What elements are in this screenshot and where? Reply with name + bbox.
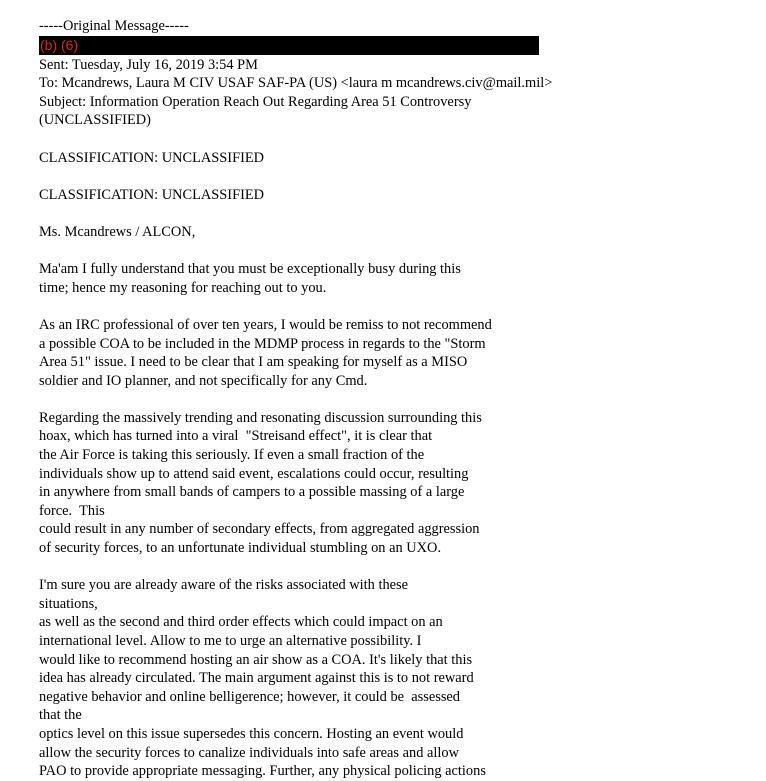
greeting: Ms. Mcandrews / ALCON, <box>39 223 196 240</box>
body-line: negative behavior and online belligerence; however, it could be assessed <box>39 688 460 705</box>
spacer <box>39 242 739 261</box>
body-line: soldier and IO planner, and not specifically for any Cmd. <box>39 372 368 389</box>
body-line: time; hence my reasoning for reaching out to you. <box>39 279 327 296</box>
body-line: situations, <box>39 595 98 612</box>
redacted-sender-bar <box>39 36 539 55</box>
body-line: in anywhere from small bands of campers to a possible massing of a large <box>39 484 465 501</box>
body-paragraph <box>39 260 739 297</box>
body-line: individuals show up to attend said event, escalations could occur, resulting <box>39 465 469 482</box>
body-line: that the <box>39 707 82 724</box>
body-line: As an IRC professional of over ten years, I would be remiss to not recommend <box>39 316 492 333</box>
body-line: of security forces, to an unfortunate individual stumbling on an UXO. <box>39 540 442 557</box>
body-paragraph <box>39 576 739 781</box>
body-line: Regarding the massively trending and resonating discussion surrounding this <box>39 409 482 426</box>
spacer <box>39 130 739 149</box>
classification-banner: CLASSIFICATION: UNCLASSIFIED <box>39 186 265 203</box>
body-line: Area 51" issue. I need to be clear that I am speaking for myself as a MISO <box>39 354 468 371</box>
body-line: hoax, which has turned into a viral "Streisand effect", it is clear that <box>39 428 433 445</box>
sent-line: Sent: Tuesday, July 16, 2019 3:54 PM <box>39 56 258 73</box>
spacer <box>39 390 739 409</box>
body-line: international level. Allow to me to urge an alternative possibility. I <box>39 633 422 649</box>
spacer <box>39 297 739 316</box>
body-line: optics level on this issue supersedes this concern. Hosting an event would <box>39 725 464 742</box>
body-line: as well as the second and third order effects which could impact on an <box>39 614 443 631</box>
body-paragraph <box>39 316 739 390</box>
body-line: the Air Force is taking this seriously. If even a small fraction of the <box>39 447 425 464</box>
body-line: allow the security forces to canalize individuals into safe areas and allow <box>39 744 459 761</box>
spacer <box>39 204 739 223</box>
body-line: PAO to provide appropriate messaging. Further, any physical policing actions <box>39 763 486 780</box>
redaction-code: (b) (6) <box>40 36 79 53</box>
body-line: idea has already circulated. The main argument against this is to not reward <box>39 670 474 687</box>
body-line: could result in any number of secondary effects, from aggregated aggression <box>39 521 480 538</box>
body-line: would like to recommend hosting an air show as a COA. It's likely that this <box>39 651 473 668</box>
body-paragraph <box>39 409 739 558</box>
spacer <box>39 167 739 186</box>
body-line: I'm sure you are already aware of the risks associated with these <box>39 577 409 594</box>
body-line: force. This <box>39 502 105 519</box>
subject-line-continued: (UNCLASSIFIED) <box>39 112 151 129</box>
classification-banner: CLASSIFICATION: UNCLASSIFIED <box>39 149 265 166</box>
body-line: a possible COA to be included in the MDMP process in regards to the "Storm <box>39 335 486 352</box>
spacer <box>39 558 739 577</box>
to-line: To: Mcandrews, Laura M CIV USAF SAF-PA (US) <laura m mcandrews.civ@mail.mil> <box>39 75 553 92</box>
subject-line: Subject: Information Operation Reach Out Regarding Area 51 Controversy <box>39 93 472 110</box>
body-line: Ma'am I fully understand that you must be exceptionally busy during this <box>39 261 461 278</box>
original-message-marker: -----Original Message----- <box>39 18 189 34</box>
email-document <box>39 17 739 781</box>
